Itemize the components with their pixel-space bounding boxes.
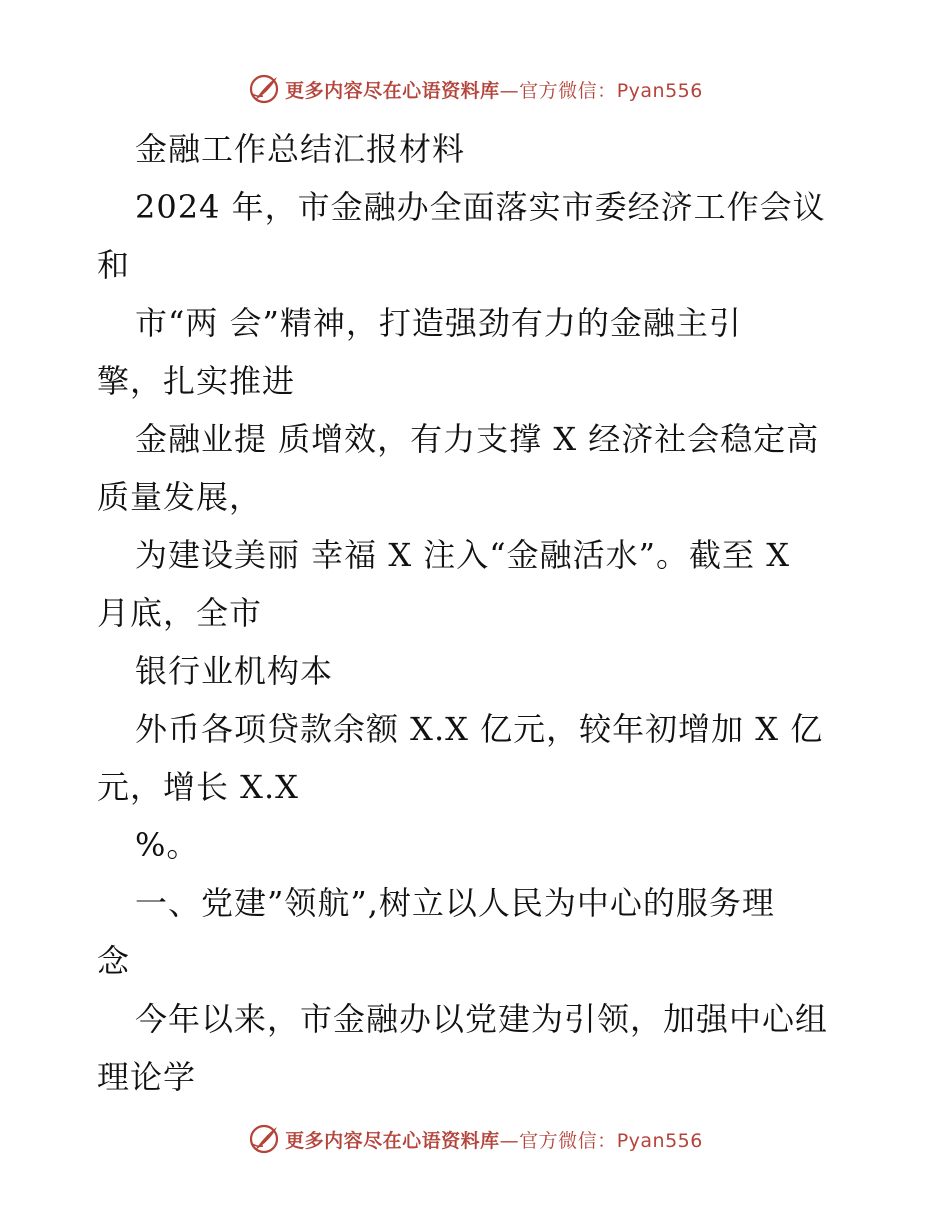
paragraph-2: 市“两 会”精神，打造强劲有力的金融主引 擎，扎实推进 <box>97 304 742 400</box>
paragraph-1: 2024 年，市金融办全面落实市委经济工作会议 和 <box>97 188 826 284</box>
paragraph-6: 外币各项贷款余额 X.X 亿元，较年初增加 X 亿 元，增长 X.X <box>97 710 824 806</box>
document-body <box>97 120 857 1106</box>
paragraph-8: 今年以来，市金融办以党建为引领，加强中心组 理论学 <box>97 1000 829 1096</box>
paragraph-5: 银行业机构本 <box>135 652 334 690</box>
quill-pen-logo-icon <box>247 72 281 106</box>
watermark-wechat-id: Pyan556 <box>616 79 703 102</box>
watermark-wechat-id: Pyan556 <box>616 1129 703 1152</box>
section-heading-1: 一、党建”领航”,树立以人民为中心的服务理 念 <box>97 884 775 980</box>
watermark-dash: — <box>499 79 520 102</box>
header-watermark-banner <box>0 72 950 106</box>
watermark-sub-text: 官方微信： <box>519 1129 617 1152</box>
watermark-dash: — <box>499 1129 520 1152</box>
footer-watermark-banner <box>0 1122 950 1156</box>
paragraph-7: %。 <box>135 826 200 864</box>
document-title: 金融工作总结汇报材料 <box>135 130 466 168</box>
paragraph-4: 为建设美丽 幸福 X 注入“金融活水”。截至 X 月底，全市 <box>97 536 790 632</box>
watermark-brand-text: 更多内容尽在心语资料库 <box>285 79 500 102</box>
quill-pen-logo-icon <box>247 1122 281 1156</box>
paragraph-3: 金融业提 质增效，有力支撑 X 经济社会稳定高 质量发展， <box>97 420 820 516</box>
watermark-sub-text: 官方微信： <box>519 79 617 102</box>
watermark-brand-text: 更多内容尽在心语资料库 <box>285 1129 500 1152</box>
